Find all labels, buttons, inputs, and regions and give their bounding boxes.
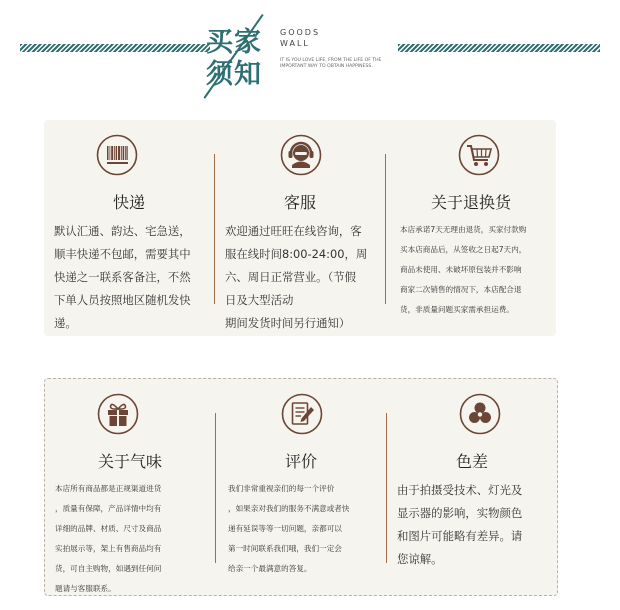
body-line: 下单人员按照地区随机发快: [54, 293, 191, 307]
section-odor: [45, 379, 215, 595]
review-pen-icon: [281, 393, 323, 435]
body-line: 服在线时间8:00-24:00，周: [225, 247, 368, 261]
body-line: 商家二次销售的情况下，本店配合退: [400, 285, 522, 294]
section-color-difference: [387, 379, 557, 595]
body-line: 详细的品牌、材质、尺寸及商品: [55, 524, 162, 533]
body-line: 本店所有商品都是正规渠道进货: [55, 484, 162, 493]
decorative-stripe-right: [398, 44, 600, 52]
section-body: [55, 479, 207, 599]
body-line: 第一时间联系我们哦，我们一定会: [228, 544, 342, 553]
headset-agent-icon: [280, 134, 322, 176]
body-line: 我们非常重视亲们的每一个评价: [228, 484, 335, 493]
decorative-stripe-left: [20, 44, 210, 52]
section-body: [225, 220, 377, 335]
section-review: [216, 379, 386, 595]
goods-wall-label: [280, 27, 320, 49]
section-body: [400, 220, 552, 320]
color-circles-icon: [459, 393, 501, 435]
body-line: 货，可自主购物，如遇到任何问: [55, 564, 162, 573]
section-body: [228, 479, 380, 579]
goods-text: GOODS: [280, 28, 321, 37]
section-title: 客服: [283, 193, 316, 212]
section-title: 色差: [455, 452, 488, 471]
page-title: [200, 18, 274, 88]
body-line: 本店承诺7天无理由退货，买家付款购: [400, 225, 527, 234]
body-line: ，如果亲对我们的服务不满意或者快: [228, 504, 350, 513]
section-title: 评价: [284, 452, 317, 471]
info-panel-bottom: [44, 378, 558, 596]
body-line: 和图片可能略有差异。请: [397, 529, 523, 543]
barcode-icon: [96, 134, 138, 176]
title-line-1: 买家: [206, 27, 262, 58]
body-line: 您谅解。: [397, 552, 443, 566]
body-line: 递有延误等等一切问题，亲都可以: [228, 524, 342, 533]
wall-text: WALL: [280, 39, 310, 48]
body-line: 给亲一个最满意的答复。: [228, 564, 312, 573]
body-line: 日及大型活动: [225, 293, 294, 307]
body-line: 显示器的影响，实物颜色: [397, 506, 523, 520]
section-returns: [386, 120, 556, 336]
body-line: 快递之一联系客备注，不然: [54, 270, 191, 284]
gift-box-icon: [97, 393, 139, 435]
body-line: 六、周日正常营业。（节假: [225, 270, 356, 284]
section-title: 快递: [112, 193, 145, 212]
info-panel-top: [44, 120, 556, 336]
body-line: 买本店商品后，从签收之日起7天内，: [400, 245, 527, 254]
body-line: 实拍展示等，架上有售商品均有: [55, 544, 162, 553]
body-line: 商品未使用、未破坏原包装并不影响: [400, 265, 522, 274]
body-line: 期间发货时间另行通知）: [225, 316, 351, 330]
body-line: 递。: [54, 316, 77, 330]
title-line-2: 须知: [206, 59, 262, 90]
body-line: 由于拍摄受技术、灯光及: [397, 483, 523, 497]
shopping-cart-icon: [458, 134, 500, 176]
body-line: 题请与客服联系。: [55, 584, 116, 593]
body-line: 货，非质量问题买家需承担运费。: [400, 305, 514, 314]
tagline: IT IS YOU LOVE LIFE, FROM THE LIFE OF THE IMPORTANT WAY TO OBTAIN HAPPINESS.: [280, 58, 382, 69]
section-body: [54, 220, 206, 335]
body-line: 顺丰快递不包邮，需要其中: [54, 247, 191, 261]
body-line: ，质量有保障，产品详情中均有: [55, 504, 162, 513]
section-customer-service: [215, 120, 385, 336]
section-title: 关于退换货: [430, 193, 511, 212]
header: [0, 0, 620, 118]
body-line: 默认汇通、韵达、宅急送，: [54, 224, 191, 238]
section-express: [44, 120, 214, 336]
section-body: [397, 479, 549, 571]
body-line: 欢迎通过旺旺在线咨询，客: [225, 224, 362, 238]
section-title: 关于气味: [97, 452, 162, 471]
